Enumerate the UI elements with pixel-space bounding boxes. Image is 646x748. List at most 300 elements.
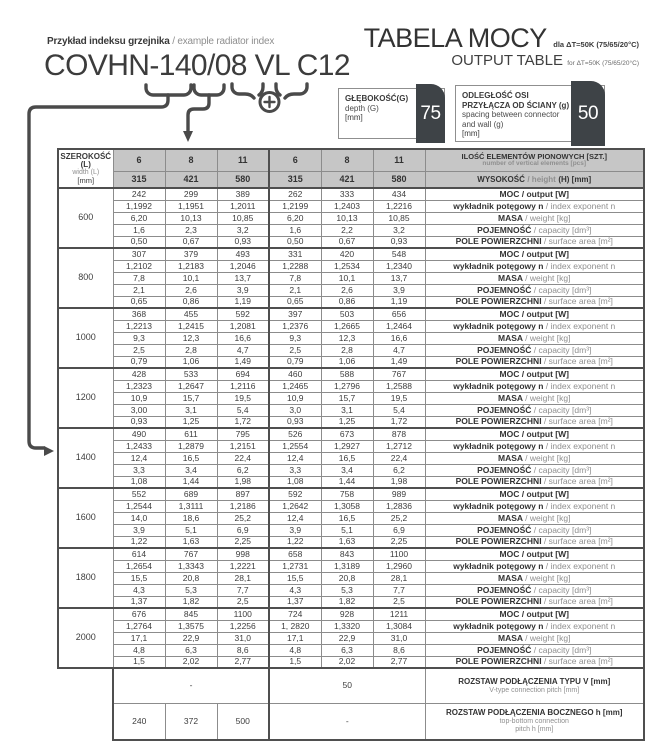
value-cell: 242 <box>113 188 165 200</box>
value-cell: 333 <box>321 188 373 200</box>
width-value: 1600 <box>58 488 113 548</box>
value-cell: 3,4 <box>165 464 217 476</box>
width-header-pl: SZEROKOŚĆ (L) <box>60 151 112 169</box>
value-cell: 2,5 <box>269 344 321 356</box>
value-cell: 9,3 <box>269 332 321 344</box>
value-cell: 5,4 <box>373 404 425 416</box>
value-cell: 3,0 <box>269 404 321 416</box>
value-cell: 2,3 <box>165 224 217 236</box>
row-label: POJEMNOŚĆ / capacity [dm³] <box>425 464 644 476</box>
value-cell: 2,2 <box>321 224 373 236</box>
value-cell: 22,4 <box>373 452 425 464</box>
value-cell: 878 <box>373 428 425 440</box>
value-cell: 1,2588 <box>373 380 425 392</box>
value-cell: 493 <box>217 248 269 260</box>
height-value-cell: 315 <box>113 171 165 188</box>
element-count-cell: 11 <box>217 149 269 171</box>
row-label: wykładnik potęgowy n / index exponent n <box>425 260 644 272</box>
row-label: POLE POWIERZCHNI / surface area [m²] <box>425 356 644 368</box>
row-label: wykładnik potęgowy n / index exponent n <box>425 380 644 392</box>
value-cell: 1,2647 <box>165 380 217 392</box>
row-label: MOC / output [W] <box>425 608 644 620</box>
value-cell: 1,2665 <box>321 320 373 332</box>
value-cell: 656 <box>373 308 425 320</box>
value-cell: 5,3 <box>321 584 373 596</box>
value-cell: 1,2376 <box>269 320 321 332</box>
value-cell: 1,2199 <box>269 200 321 212</box>
output-table-body <box>58 149 644 740</box>
value-cell: 1,44 <box>165 476 217 488</box>
row-label: MOC / output [W] <box>425 428 644 440</box>
depth-value: 75 <box>416 84 445 143</box>
value-cell: 1,19 <box>373 296 425 308</box>
value-cell: 1,2011 <box>217 200 269 212</box>
value-cell: 5,4 <box>217 404 269 416</box>
height-header-pl: WYSOKOŚĆ <box>477 174 525 184</box>
value-cell: 1,3320 <box>321 620 373 632</box>
element-count-cell: 6 <box>113 149 165 171</box>
value-cell: 1,2433 <box>113 440 165 452</box>
value-cell: 8,6 <box>373 644 425 656</box>
value-cell: 20,8 <box>321 572 373 584</box>
value-cell: 673 <box>321 428 373 440</box>
value-cell: 2,5 <box>373 596 425 608</box>
value-cell: 12,4 <box>113 452 165 464</box>
value-cell: 13,7 <box>217 272 269 284</box>
value-cell: 6,20 <box>269 212 321 224</box>
value-cell: 3,1 <box>165 404 217 416</box>
value-cell: 460 <box>269 368 321 380</box>
row-label: MASA / weight [kg] <box>425 572 644 584</box>
depth-unit: [mm] <box>345 113 363 123</box>
height-header-en: / height <box>527 174 556 184</box>
value-cell: 1,2731 <box>269 560 321 572</box>
value-cell: 1,25 <box>165 416 217 428</box>
value-cell: 503 <box>321 308 373 320</box>
value-cell: 1,08 <box>269 476 321 488</box>
v-connection-label-en: V-type connection pitch [mm] <box>489 686 580 694</box>
value-cell: 1,2186 <box>217 500 269 512</box>
value-cell: 758 <box>321 488 373 500</box>
row-label: wykładnik potęgowy n / index exponent n <box>425 620 644 632</box>
value-cell: 588 <box>321 368 373 380</box>
value-cell: 3,9 <box>269 524 321 536</box>
value-cell: 1,2534 <box>321 260 373 272</box>
value-cell: 8,6 <box>217 644 269 656</box>
value-cell: 1211 <box>373 608 425 620</box>
value-cell: 9,3 <box>113 332 165 344</box>
title-en-text: OUTPUT TABLE <box>451 52 564 70</box>
value-cell: 2,5 <box>113 344 165 356</box>
value-cell: 6,20 <box>113 212 165 224</box>
row-label: MASA / weight [kg] <box>425 392 644 404</box>
value-cell: 3,9 <box>217 284 269 296</box>
value-cell: 3,3 <box>269 464 321 476</box>
value-cell: 2,6 <box>321 284 373 296</box>
value-cell: 5,3 <box>165 584 217 596</box>
value-cell: 7,7 <box>217 584 269 596</box>
value-cell: 1100 <box>217 608 269 620</box>
value-cell: 4,7 <box>373 344 425 356</box>
value-cell: 15,5 <box>269 572 321 584</box>
element-count-cell: 8 <box>165 149 217 171</box>
value-cell: 1,82 <box>321 596 373 608</box>
value-cell: 10,9 <box>113 392 165 404</box>
value-cell: 4,8 <box>113 644 165 656</box>
empty-corner <box>58 703 113 740</box>
value-cell: 6,2 <box>373 464 425 476</box>
value-cell: 998 <box>217 548 269 560</box>
value-cell: 1,2340 <box>373 260 425 272</box>
value-cell: 1,1992 <box>113 200 165 212</box>
value-cell: 5,1 <box>321 524 373 536</box>
value-cell: 1,2796 <box>321 380 373 392</box>
height-header-suffix: (H) [mm] <box>558 174 592 184</box>
value-cell: 767 <box>165 548 217 560</box>
width-header-en: width (L) <box>72 169 100 177</box>
value-cell: 1,2642 <box>269 500 321 512</box>
row-label: POLE POWIERZCHNI / surface area [m²] <box>425 416 644 428</box>
value-cell: 0,86 <box>321 296 373 308</box>
row-label: wykładnik potęgowy n / index exponent n <box>425 440 644 452</box>
value-cell: 22,9 <box>165 632 217 644</box>
row-label: MOC / output [W] <box>425 548 644 560</box>
value-cell: 2,25 <box>373 536 425 548</box>
element-count-cell: 6 <box>269 149 321 171</box>
width-value: 800 <box>58 248 113 308</box>
width-value: 1400 <box>58 428 113 488</box>
value-cell: 10,1 <box>165 272 217 284</box>
elements-header-en: number of vertical elements [pcs] <box>482 159 587 167</box>
plus-icon <box>265 97 275 107</box>
value-cell: 1,2256 <box>217 620 269 632</box>
row-label: wykładnik potęgowy n / index exponent n <box>425 500 644 512</box>
value-cell: 1,72 <box>217 416 269 428</box>
value-cell: 989 <box>373 488 425 500</box>
h-connection-value: 372 <box>165 703 217 740</box>
value-cell: 6,3 <box>321 644 373 656</box>
value-cell: 10,13 <box>165 212 217 224</box>
title-pl-note: dla ΔT=50K (75/65/20°C) <box>553 40 639 49</box>
value-cell: 548 <box>373 248 425 260</box>
value-cell: 1,63 <box>321 536 373 548</box>
width-value: 2000 <box>58 608 113 668</box>
value-cell: 0,93 <box>269 416 321 428</box>
value-cell: 1,2216 <box>373 200 425 212</box>
value-cell: 0,67 <box>165 236 217 248</box>
value-cell: 7,8 <box>113 272 165 284</box>
row-label: POJEMNOŚĆ / capacity [dm³] <box>425 344 644 356</box>
value-cell: 1,3343 <box>165 560 217 572</box>
wall-spacing-info-box <box>455 85 605 142</box>
value-cell: 3,4 <box>321 464 373 476</box>
value-cell: 1,3084 <box>373 620 425 632</box>
arrowhead-1400 <box>44 446 54 456</box>
value-cell: 1,2654 <box>113 560 165 572</box>
row-label: MOC / output [W] <box>425 368 644 380</box>
value-cell: 1,06 <box>321 356 373 368</box>
depth-label-pl: GŁĘBOKOŚĆ(G) <box>345 94 409 103</box>
value-cell: 4,8 <box>269 644 321 656</box>
row-label: MOC / output [W] <box>425 248 644 260</box>
value-cell: 1,08 <box>113 476 165 488</box>
value-cell: 331 <box>269 248 321 260</box>
value-cell: 2,1 <box>113 284 165 296</box>
row-label: POLE POWIERZCHNI / surface area [m²] <box>425 236 644 248</box>
value-cell: 689 <box>165 488 217 500</box>
output-table <box>57 148 645 741</box>
value-cell: 420 <box>321 248 373 260</box>
value-cell: 0,93 <box>373 236 425 248</box>
row-label: MASA / weight [kg] <box>425 212 644 224</box>
value-cell: 1,2879 <box>165 440 217 452</box>
caption-pl: Przykład indeksu grzejnika <box>47 36 170 47</box>
value-cell: 1,63 <box>165 536 217 548</box>
value-cell: 18,6 <box>165 512 217 524</box>
value-cell: 1,98 <box>373 476 425 488</box>
value-cell: 2,1 <box>269 284 321 296</box>
value-cell: 16,6 <box>217 332 269 344</box>
v-connection-label <box>425 668 644 703</box>
value-cell: 10,13 <box>321 212 373 224</box>
value-cell: 6,9 <box>217 524 269 536</box>
value-cell: 3,1 <box>321 404 373 416</box>
elements-header-pl: ILOŚĆ ELEMENTÓW PIONOWYCH [SZT.] <box>461 151 607 161</box>
value-cell: 1,5 <box>269 656 321 668</box>
value-cell: 6,3 <box>165 644 217 656</box>
value-cell: 19,5 <box>217 392 269 404</box>
value-cell: 0,65 <box>113 296 165 308</box>
page-title <box>364 24 639 69</box>
value-cell: 1, 2820 <box>269 620 321 632</box>
value-cell: 1,6 <box>113 224 165 236</box>
value-cell: 25,2 <box>217 512 269 524</box>
height-value-cell: 421 <box>321 171 373 188</box>
caption-en: / example radiator index <box>172 36 275 47</box>
value-cell: 533 <box>165 368 217 380</box>
value-cell: 389 <box>217 188 269 200</box>
value-cell: 10,85 <box>217 212 269 224</box>
value-cell: 16,5 <box>321 512 373 524</box>
example-index-caption <box>47 36 274 47</box>
row-label: MASA / weight [kg] <box>425 272 644 284</box>
value-cell: 10,9 <box>269 392 321 404</box>
value-cell: 12,3 <box>321 332 373 344</box>
width-value: 600 <box>58 188 113 248</box>
value-cell: 0,79 <box>113 356 165 368</box>
title-pl <box>364 24 639 52</box>
value-cell: 1,3058 <box>321 500 373 512</box>
value-cell: 7,8 <box>269 272 321 284</box>
value-cell: 28,1 <box>373 572 425 584</box>
v-connection-label-pl: ROZSTAW PODŁĄCZENIA TYPU V [mm] <box>458 676 611 686</box>
value-cell: 12,4 <box>269 512 321 524</box>
elements-header <box>425 149 644 171</box>
value-cell: 12,4 <box>269 452 321 464</box>
row-label: POJEMNOŚĆ / capacity [dm³] <box>425 584 644 596</box>
value-cell: 1,22 <box>113 536 165 548</box>
row-label: wykładnik potęgowy n / index exponent n <box>425 560 644 572</box>
value-cell: 262 <box>269 188 321 200</box>
row-label: POLE POWIERZCHNI / surface area [m²] <box>425 656 644 668</box>
value-cell: 1,2102 <box>113 260 165 272</box>
value-cell: 1,2221 <box>217 560 269 572</box>
value-cell: 368 <box>113 308 165 320</box>
value-cell: 2,5 <box>217 596 269 608</box>
value-cell: 1100 <box>373 548 425 560</box>
row-label: MOC / output [W] <box>425 188 644 200</box>
width-value: 1200 <box>58 368 113 428</box>
value-cell: 1,2415 <box>165 320 217 332</box>
value-cell: 4,7 <box>217 344 269 356</box>
title-en-note: for ΔT=50K (75/65/20°C) <box>567 60 639 68</box>
brace-08 <box>194 85 224 95</box>
value-cell: 0,86 <box>165 296 217 308</box>
value-cell: 1,2465 <box>269 380 321 392</box>
value-cell: 25,2 <box>373 512 425 524</box>
row-label: POLE POWIERZCHNI / surface area [m²] <box>425 596 644 608</box>
value-cell: 4,3 <box>269 584 321 596</box>
row-label: wykładnik potęgowy n / index exponent n <box>425 200 644 212</box>
width-value: 1800 <box>58 548 113 608</box>
brace-c12 <box>276 84 307 98</box>
value-cell: 592 <box>217 308 269 320</box>
value-cell: 1,2213 <box>113 320 165 332</box>
value-cell: 428 <box>113 368 165 380</box>
value-cell: 2,6 <box>165 284 217 296</box>
value-cell: 845 <box>165 608 217 620</box>
value-cell: 15,7 <box>321 392 373 404</box>
spacing-unit: [mm] <box>462 129 480 139</box>
value-cell: 3,3 <box>113 464 165 476</box>
height-value-cell: 315 <box>269 171 321 188</box>
value-cell: 16,6 <box>373 332 425 344</box>
value-cell: 16,5 <box>321 452 373 464</box>
row-label: POJEMNOŚĆ / capacity [dm³] <box>425 524 644 536</box>
row-label: MOC / output [W] <box>425 308 644 320</box>
value-cell: 19,5 <box>373 392 425 404</box>
row-label: MASA / weight [kg] <box>425 452 644 464</box>
row-label: MASA / weight [kg] <box>425 632 644 644</box>
row-label: wykładnik potęgowy n / index exponent n <box>425 320 644 332</box>
value-cell: 1,37 <box>113 596 165 608</box>
height-value-cell: 580 <box>373 171 425 188</box>
value-cell: 2,25 <box>217 536 269 548</box>
value-cell: 676 <box>113 608 165 620</box>
arrow-to-col8 <box>188 95 209 132</box>
value-cell: 1,2323 <box>113 380 165 392</box>
brace-vl <box>232 84 263 98</box>
value-cell: 795 <box>217 428 269 440</box>
value-cell: 1,2764 <box>113 620 165 632</box>
plus-circle-icon <box>260 93 279 112</box>
value-cell: 2,77 <box>217 656 269 668</box>
value-cell: 1,49 <box>217 356 269 368</box>
depth-label-en: depth (G) <box>345 103 379 113</box>
value-cell: 1,2403 <box>321 200 373 212</box>
value-cell: 3,2 <box>217 224 269 236</box>
value-cell: 14,0 <box>113 512 165 524</box>
value-cell: 1,22 <box>269 536 321 548</box>
value-cell: 0,50 <box>113 236 165 248</box>
value-cell: 0,65 <box>269 296 321 308</box>
h-connection-value: 500 <box>217 703 269 740</box>
value-cell: 20,8 <box>165 572 217 584</box>
value-cell: 0,79 <box>269 356 321 368</box>
value-cell: 843 <box>321 548 373 560</box>
value-cell: 1,37 <box>269 596 321 608</box>
value-cell: 1,3189 <box>321 560 373 572</box>
width-value: 1000 <box>58 308 113 368</box>
value-cell: 28,1 <box>217 572 269 584</box>
value-cell: 1,3575 <box>165 620 217 632</box>
value-cell: 434 <box>373 188 425 200</box>
value-cell: 31,0 <box>217 632 269 644</box>
empty-corner <box>58 668 113 703</box>
value-cell: 0,93 <box>217 236 269 248</box>
value-cell: 455 <box>165 308 217 320</box>
value-cell: 299 <box>165 188 217 200</box>
value-cell: 2,77 <box>373 656 425 668</box>
value-cell: 1,44 <box>321 476 373 488</box>
height-header <box>425 171 644 188</box>
value-cell: 6,9 <box>373 524 425 536</box>
value-cell: 1,98 <box>217 476 269 488</box>
value-cell: 1,2183 <box>165 260 217 272</box>
value-cell: 10,1 <box>321 272 373 284</box>
h-connection-label-pl: ROZSTAW PODŁĄCZENIA BOCZNEGO h [mm] <box>446 707 623 717</box>
value-cell: 1,1951 <box>165 200 217 212</box>
value-cell: 1,2836 <box>373 500 425 512</box>
row-label: POLE POWIERZCHNI / surface area [m²] <box>425 536 644 548</box>
value-cell: 397 <box>269 308 321 320</box>
value-cell: 13,7 <box>373 272 425 284</box>
value-cell: 1,2960 <box>373 560 425 572</box>
title-pl-text: TABELA MOCY <box>363 23 547 53</box>
value-cell: 1,2554 <box>269 440 321 452</box>
value-cell: 1,5 <box>113 656 165 668</box>
value-cell: 1,2081 <box>217 320 269 332</box>
value-cell: 2,02 <box>321 656 373 668</box>
spacing-value: 50 <box>571 81 605 146</box>
value-cell: 928 <box>321 608 373 620</box>
value-cell: 592 <box>269 488 321 500</box>
width-column-header <box>58 149 113 188</box>
value-cell: 6,2 <box>217 464 269 476</box>
v-connection-left: - <box>113 668 269 703</box>
value-cell: 3,2 <box>373 224 425 236</box>
value-cell: 15,7 <box>165 392 217 404</box>
value-cell: 694 <box>217 368 269 380</box>
h-connection-label-en2: pitch h [mm] <box>515 726 554 734</box>
value-cell: 3,9 <box>373 284 425 296</box>
value-cell: 17,1 <box>113 632 165 644</box>
value-cell: 1,25 <box>321 416 373 428</box>
value-cell: 2,8 <box>165 344 217 356</box>
row-label: POJEMNOŚĆ / capacity [dm³] <box>425 284 644 296</box>
value-cell: 1,2288 <box>269 260 321 272</box>
value-cell: 1,82 <box>165 596 217 608</box>
value-cell: 17,1 <box>269 632 321 644</box>
spacing-label-en: spacing between connector and wall (g) <box>462 110 560 129</box>
value-cell: 5,1 <box>165 524 217 536</box>
row-label: MOC / output [W] <box>425 488 644 500</box>
height-value-cell: 421 <box>165 171 217 188</box>
v-connection-right: 50 <box>269 668 425 703</box>
row-label: POLE POWIERZCHNI / surface area [m²] <box>425 296 644 308</box>
radiator-index-code: COVHN-140/08 VL C12 <box>44 49 350 82</box>
value-cell: 1,2712 <box>373 440 425 452</box>
